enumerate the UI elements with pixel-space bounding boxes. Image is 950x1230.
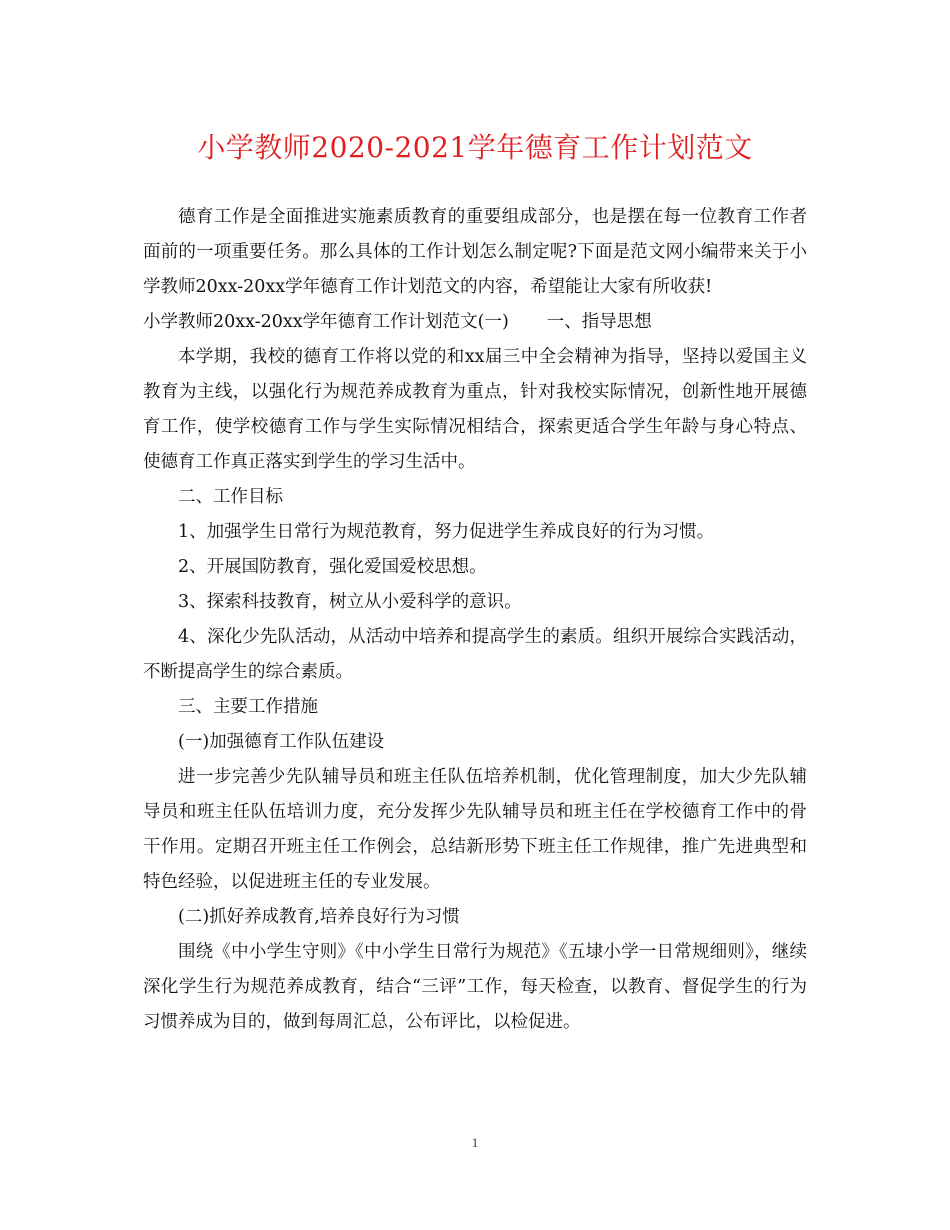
document-body — [143, 200, 807, 1040]
goal-item: 3、探索科技教育，树立从小爱科学的意识。 — [178, 592, 522, 612]
goal-item: 2、开展国防教育，强化爱国爱校思想。 — [178, 557, 487, 577]
measure1-heading: (一)加强德育工作队伍建设 — [178, 732, 385, 752]
section1-heading: 一、指导思想 — [546, 312, 652, 332]
measure1-paragraph: 进一步完善少先队辅导员和班主任队伍培养机制，优化管理制度，加大少先队辅导员和班主任队伍培训力度，充分发挥少先队辅导员和班主任在学校德育工作中的骨干作用。定期召开班主任工作例会，总结新形势下班主任工作规律，推广先进典型和特色经验，以促进班主任的专业发展。 — [143, 767, 807, 892]
document-title: 小学教师2020-2021学年德育工作计划范文 — [197, 131, 753, 164]
section3-heading: 三、主要工作措施 — [178, 697, 318, 717]
section2-heading: 二、工作目标 — [178, 487, 283, 507]
subheading: 小学教师20xx-20xx学年德育工作计划范文(一) — [143, 312, 509, 332]
goal-item: 4、深化少先队活动，从活动中培养和提高学生的素质。组织开展综合实践活动，不断提高学生的综合素质。 — [143, 627, 807, 682]
measure2-paragraph: 围绕《中小学生守则》《中小学生日常行为规范》《五埭小学一日常规细则》，继续深化学生行为规范养成教育，结合“三评”工作，每天检查，以教育、督促学生的行为习惯养成为目的，做到每周汇总，公布评比，以检促进。 — [143, 942, 807, 1032]
page-number: 1 — [471, 1135, 479, 1150]
section1-paragraph: 本学期，我校的德育工作将以党的和xx届三中全会精神为指导，坚持以爱国主义教育为主线，以强化行为规范养成教育为重点，针对我校实际情况，创新性地开展德育工作，使学校德育工作与学生实际情况相结合，探索更适合学生年龄与身心特点、使德育工作真正落实到学生的学习生活中。 — [143, 347, 807, 472]
intro-paragraph: 德育工作是全面推进实施素质教育的重要组成部分，也是摆在每一位教育工作者面前的一项重要任务。那么具体的工作计划怎么制定呢?下面是范文网小编带来关于小学教师20xx-20xx学年德育工作计划范文的内容，希望能让大家有所收获! — [143, 207, 807, 297]
subheading-line — [143, 305, 807, 340]
measure2-heading: (二)抓好养成教育,培养良好行为习惯 — [178, 907, 460, 927]
goal-item: 1、加强学生日常行为规范教育，努力促进学生养成良好的行为习惯。 — [178, 522, 715, 542]
